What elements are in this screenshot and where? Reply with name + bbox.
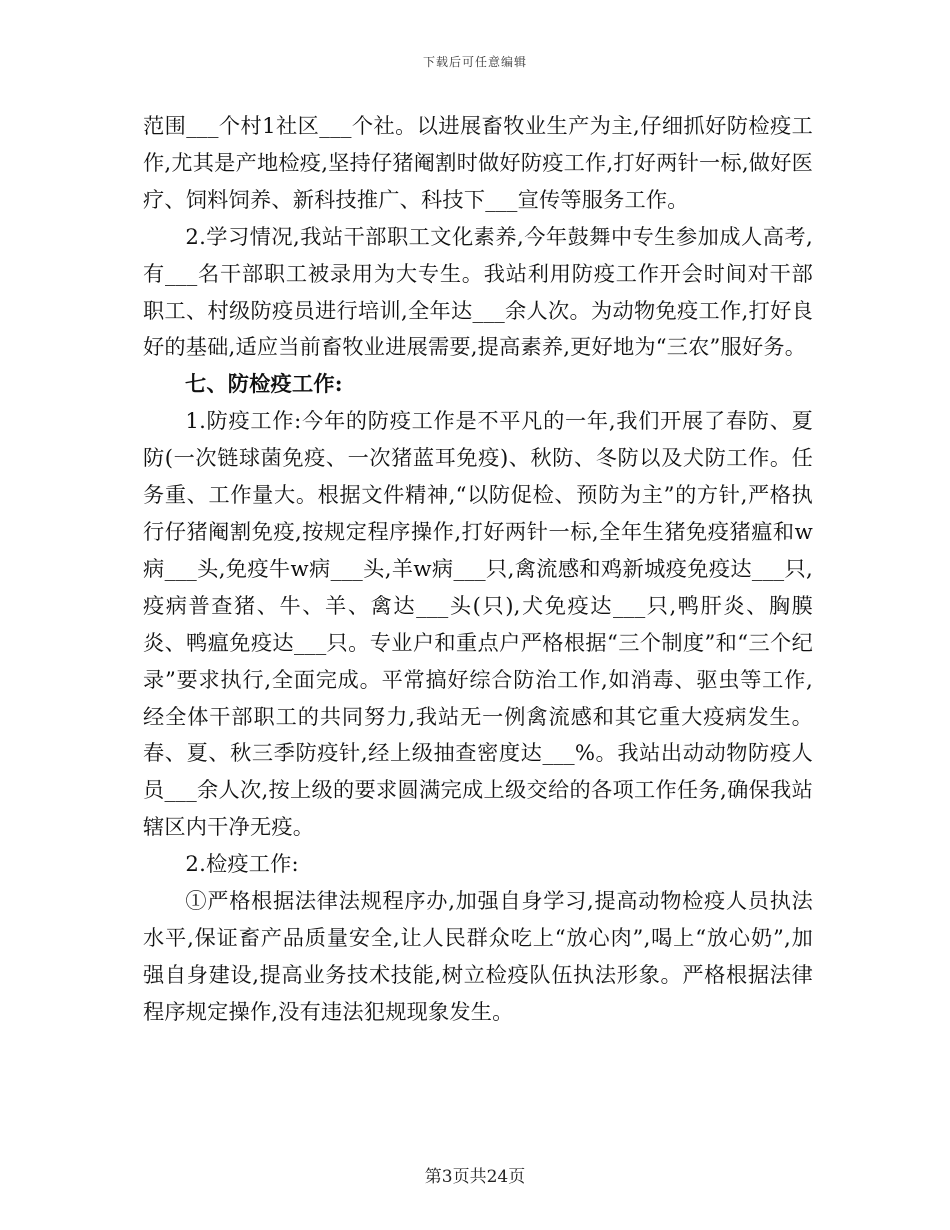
document-body	[143, 108, 813, 1031]
paragraph-quarantine-title: 2.检疫工作:	[185, 851, 299, 877]
paragraph-study: 2.学习情况,我站干部职工文化素养,今年鼓舞中专生参加成人高考,有___名干部职工被录用为大专生。我站利用防疫工作开会时间对干部职工、村级防疫员进行培训,全年达___余人次。为动物免疫工作,打好良好的基础,适应当前畜牧业进展需要,提高素养,更好地为“三农”服好务。	[143, 223, 813, 360]
paragraph-prevention: 1.防疫工作:今年的防疫工作是不平凡的一年,我们开展了春防、夏防(一次链球菌免疫、一次猪蓝耳免疫)、秋防、冬防以及犬防工作。任务重、工作量大。根据文件精神,“以防促检、预防为主”的方针,严格执行仔猪阉割免疫,按规定程序操作,打好两针一标,全年生猪免疫猪瘟和w病___头,免疫牛w病___头,羊w病___只,禽流感和鸡新城疫免疫达___只,疫病普查猪、牛、羊、禽达___头(只),犬免疫达___只,鸭肝炎、胸膜炎、鸭瘟免疫达___只。专业户和重点户严格根据“三个制度”和“三个纪录”要求执行,全面完成。平常搞好综合防治工作,如消毒、驱虫等工作,经全体干部职工的共同努力,我站无一例禽流感和其它重大疫病发生。春、夏、秋三季防疫针,经上级抽查密度达___%。我站出动动物防疫人员___余人次,按上级的要求圆满完成上级交给的各项工作任务,确保我站辖区内干净无疫。	[143, 408, 813, 840]
page-header: 下载后可任意编辑	[422, 55, 527, 69]
page-footer: 第3页共24页	[424, 1167, 526, 1187]
paragraph-scope: 范围___个村1社区___个社。以进展畜牧业生产为主,仔细抓好防检疫工作,尤其是产地检疫,坚持仔猪阉割时做好防疫工作,打好两针一标,做好医疗、饲料饲养、新科技推广、科技下___宣传等服务工作。	[143, 113, 813, 212]
paragraph-quarantine-detail: ①严格根据法律法规程序办,加强自身学习,提高动物检疫人员执法水平,保证畜产品质量安全,让人民群众吃上“放心肉”,喝上“放心奶”,加强自身建设,提高业务技术技能,树立检疫队伍执法形象。严格根据法律程序规定操作,没有违法犯规现象发生。	[143, 888, 813, 1024]
section-heading: 七、防检疫工作:	[185, 371, 343, 397]
